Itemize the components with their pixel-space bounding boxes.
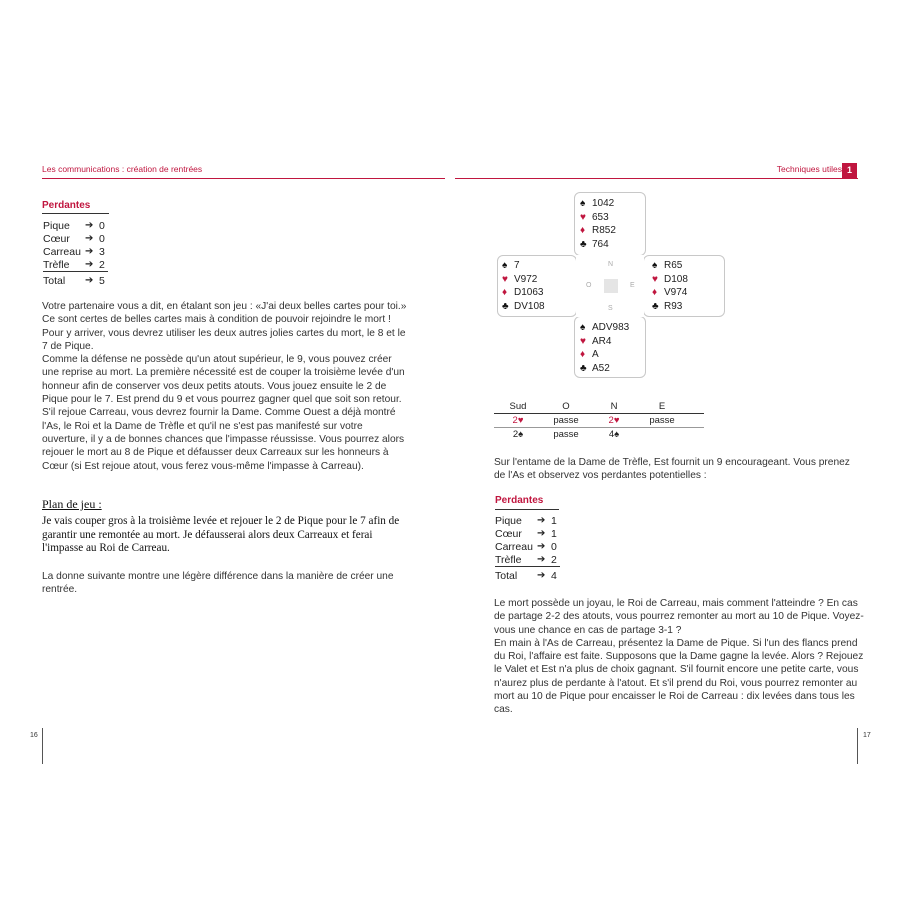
right-paragraph-2: En main à l'As de Carreau, présentez la Dame de Pique. Si l'un des flancs prend du Roi, l'affaire est faite. Supposons que la Dame gagne la levée. Alors ? Rejouez le Valet et Est n'a plus de choix gagnant. S'il fournit encore une petite carte, vous n'aurez plus de perdante à l'atout. Et s'il prend du Roi, vous pourrez remonter au mort au 10 de Pique pour encaisser le Roi de Carreau : dix levées dans tous les cas. (494, 637, 864, 716)
running-header-left: Les communications : création de rentrées (42, 164, 203, 174)
losers-table-left (43, 219, 108, 287)
plan-text: Je vais couper gros à la troisième levée et rejouer le 2 de Pique pour le 7 afin de garantir une remontée au mort. Je défausserai alors deux Carreaux et ferai l'impasse au Roi de Carreau. (42, 515, 400, 555)
perdantes-underline-right (495, 509, 559, 510)
loser-row: Pique ➔ 0 (43, 219, 105, 232)
west-diamonds: ♦ D1063 (502, 287, 544, 299)
west-clubs: ♣ DV108 (502, 300, 545, 312)
left-body (42, 300, 408, 473)
compass-table (576, 255, 644, 317)
north-clubs: ♣ 764 (580, 238, 609, 250)
perdantes-underline-left (42, 213, 109, 214)
loser-total-row: Total ➔ 5 (43, 274, 105, 287)
left-paragraph-3: La donne suivante montre une légère différence dans la manière de créer une rentrée. (42, 571, 394, 596)
compass-west: O (586, 282, 592, 289)
south-hearts: ♥ AR4 (580, 335, 612, 347)
chapter-number-badge: 1 (842, 163, 857, 178)
plan-title: Plan de jeu : (42, 497, 102, 511)
loser-row: Carreau ➔ 3 (43, 245, 105, 258)
perdantes-title-left: Perdantes (42, 200, 91, 211)
east-clubs: ♣ R93 (652, 300, 683, 312)
loser-row: Trèfle ➔ 2 (43, 258, 105, 271)
header-rule-right (455, 178, 858, 179)
page-mark-left (42, 728, 43, 764)
south-spades: ♠ ADV983 (580, 322, 630, 333)
loser-row: Pique ➔ 1 (495, 514, 557, 527)
bidding-table (494, 400, 704, 441)
compass-south: S (608, 305, 613, 312)
loser-total-row: Total ➔ 4 (495, 569, 557, 582)
loser-row: Carreau ➔ 0 (495, 540, 557, 553)
right-intro: Sur l'entame de la Dame de Trèfle, Est fournit un 9 encourageant. Vous prenez de l'As et observez vos perdantes potentielles : (494, 457, 850, 482)
loser-row: Cœur ➔ 0 (43, 232, 105, 245)
compass-east: E (630, 282, 635, 289)
page-mark-right (857, 728, 858, 764)
left-paragraph-2: Comme la défense ne possède qu'un atout supérieur, le 9, vous pouvez créer une reprise au mort. La première nécessité est de couper la troisième levée d'un honneur afin de conserver vos deux petits atouts. Vous jouez ensuite le 2 de Pique pour le 7. Est prend du 9 et vous pourrez gagner quel que soit son retour. S'il rejoue Carreau, vous devrez fournir la Dame. Comme Ouest a déjà montré l'As, le Roi et la Dame de Trèfle et qu'il ne s'est pas manifesté sur votre ouverture, il y a de bonnes chances que l'impasse réussisse. Vous pourrez alors rejouer le mort au 8 de Pique et défausser deux Carreaux sur les honneurs à Cœur (si Est rejoue atout, vous ferez vous-même l'impasse à Carreau). (42, 354, 405, 472)
left-paragraph-1: Votre partenaire vous a dit, en étalant son jeu : «J'ai deux belles cartes pour toi.» Ce sont certes de belles cartes mais à condition de pouvoir rejoindre le mort ! Pour y arriver, vous devrez utiliser les deux autres jolies cartes du mort, le 8 et le 7 de Pique. (42, 301, 407, 352)
hand-east (643, 255, 725, 317)
right-body (494, 597, 866, 717)
north-spades: ♠ 1042 (580, 198, 615, 209)
hand-north (574, 192, 646, 256)
hand-south (574, 316, 646, 378)
hand-west (497, 255, 577, 317)
right-paragraph-1: Le mort possède un joyau, le Roi de Carreau, mais comment l'atteindre ? En cas de partage 2-2 des atouts, vous pourrez remonter au mort au 10 de Pique. Voyez-vous une chance en cas de partage 3-1 ? (494, 598, 864, 636)
south-diamonds: ♦ A (580, 349, 599, 361)
compass-center (604, 279, 618, 293)
east-hearts: ♥ D108 (652, 273, 688, 285)
west-spades: ♠ 7 (502, 260, 520, 271)
north-diamonds: ♦ R852 (580, 225, 616, 237)
south-clubs: ♣ A52 (580, 362, 610, 374)
header-rule-left (42, 178, 445, 179)
loser-row: Cœur ➔ 1 (495, 527, 557, 540)
losers-total-rule (43, 271, 108, 272)
losers-total-rule (495, 566, 560, 567)
page-number-left: 16 (30, 732, 38, 739)
loser-row: Trèfle ➔ 2 (495, 553, 557, 566)
east-spades: ♠ R65 (652, 260, 683, 271)
bidding-header-row: Sud O N E (494, 400, 704, 414)
bidding-row: 2♠ passe 4♠ (512, 429, 620, 440)
compass-north: N (608, 261, 614, 268)
running-header-right: Techniques utiles (776, 164, 842, 174)
page-number-right: 17 (863, 732, 871, 739)
bidding-row: 2♥ passe 2♥ passe (494, 414, 704, 428)
east-diamonds: ♦ V974 (652, 287, 688, 299)
perdantes-title-right: Perdantes (495, 495, 544, 506)
north-hearts: ♥ 653 (580, 211, 609, 223)
west-hearts: ♥ V972 (502, 273, 538, 285)
losers-table-right (495, 514, 560, 582)
